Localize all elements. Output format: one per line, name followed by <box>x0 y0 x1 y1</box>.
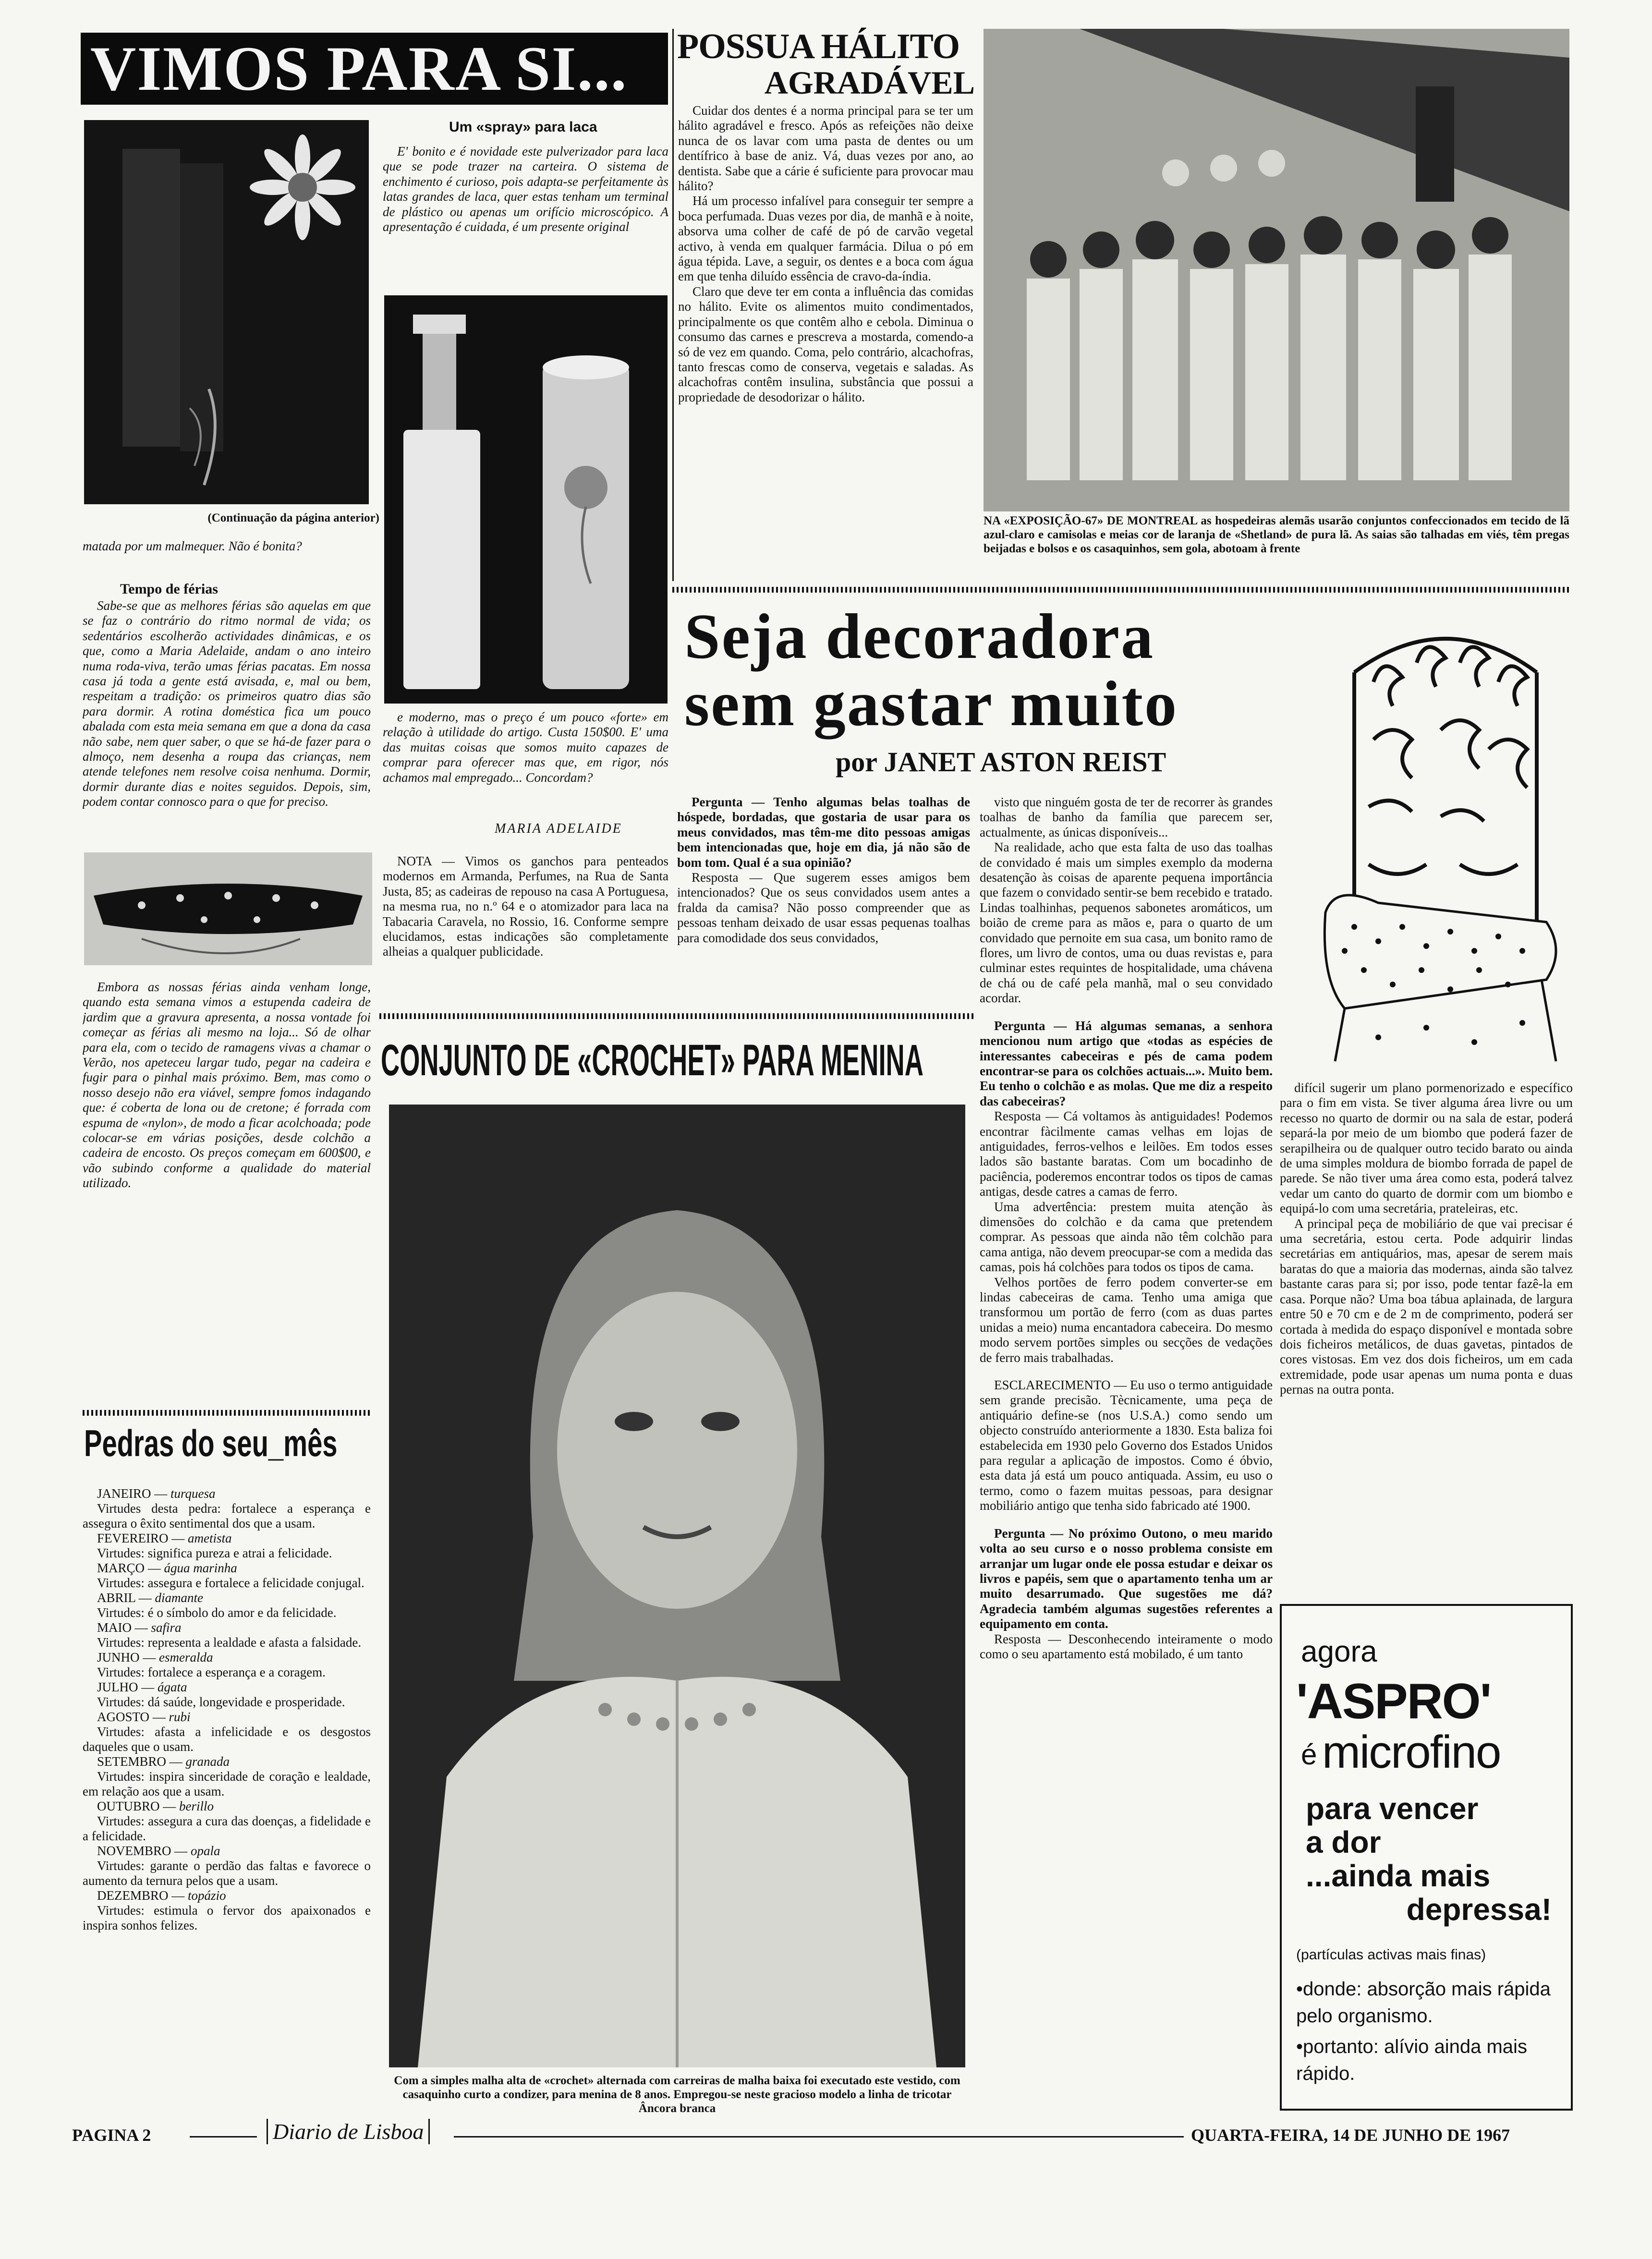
month-name: MARÇO <box>97 1561 145 1575</box>
expo-caption-text: as hospedeiras alemãs usarão conjuntos confeccionados em tecido de lã azul-claro e camisolas e meias cor de laranja de «Shetland» de pura lã. As saias são talhadas em viés, têm pregas beijadas e bolsos e os casaquinhos, sem gola, abotoam à frente <box>984 514 1569 555</box>
month-text: Virtudes: assegura a cura das doenças, a fidelidade e a felicidade. <box>83 1814 371 1843</box>
nota-text <box>383 854 668 998</box>
aspro-bullet-2: •portanto: alívio ainda mais rápido. <box>1296 2036 1527 2084</box>
month-text: Virtudes: significa pureza e atrai a felicidade. <box>97 1546 332 1560</box>
spray-paragraph: E' bonito e é novidade este pulverizador para laca que se pode trazer na carteira. O sistema de enchimento é curioso, pois adapta-se perfeitamente às latas grandes de laca, quer estas tenham um terminal de plástico ou apenas um orifício microscópico. A apresentação é cuidada, é um presente original <box>383 144 668 234</box>
spray-text-2 <box>383 710 668 811</box>
pedras-list <box>83 1486 371 2094</box>
pedras-divider <box>83 1410 371 1416</box>
month-name: SETEMBRO <box>97 1754 167 1769</box>
month-stone: água marinha <box>164 1561 237 1575</box>
month-stone: granada <box>185 1754 230 1769</box>
month-text: Virtudes: inspira sinceridade de coração e lealdade, em relação aos que a usam. <box>83 1769 371 1798</box>
crochet-divider <box>379 1013 975 1019</box>
footer-paper: Diario de Lisboa <box>267 2119 430 2144</box>
month-stone: ágata <box>158 1680 187 1694</box>
month-item: JULHO — ágata Virtudes: dá saúde, longevidade e prosperidade. <box>83 1680 371 1710</box>
footer-page: PAGINA 2 <box>72 2125 151 2145</box>
month-stone: ametista <box>188 1531 232 1545</box>
halito-paragraph: Claro que deve ter em conta a influência das comidas no hálito. Evite os alimentos muito condimentados, principalmente os que contêm alho e cebola. Diminua o consumo das carnes e prescreva a mostarda, comendo-a só de vez em quando. Coma, pelo contrário, alcachofras, tanto frescas como de conserva, vegetais e saladas. As alcachofras contêm insulina, substância que possui a propriedade de desodorizar o hálito. <box>678 284 973 404</box>
month-text: Virtudes: dá saúde, longevidade e prosperidade. <box>97 1695 345 1709</box>
ferias-paragraph: Sabe-se que as melhores férias são aquelas em que se faz o contrário do ritmo normal de vida; os sedentários escolherão actividades dinâmicas, e os que, como a Maria Adelaide, andam o ano inteiro numa roda-viva, terão umas férias pacatas. Em nossa casa já toda a gente está avisada, e, mal ou bem, respeitam a tradição: os primeiros quatro dias são para dormir. A rotina doméstica fica um pouco abalada com esta meia semana em que a dona da casa não sabe, nem quer saber, o que se há-de fazer para o almoço, nem desenha a roupa das crianças, nem atende telefones nem resolve coisa nenhuma. Dormir, dormir durante dias e noites seguidos. Depois, sim, podem contar connosco para o que for preciso. <box>83 598 371 809</box>
footer-rule-left <box>190 2136 257 2138</box>
month-text: Virtudes: garante o perdão das faltas e favorece o aumento da ternura pelos que a usam. <box>83 1858 371 1888</box>
pedras-title: Pedras do seu_mês <box>84 1422 338 1464</box>
answer-2: Resposta — Cá voltamos às antiguidades! Podemos encontrar fàcilmente camas velhas em lojas de antiguidades, ferros-velhos e leilões. Em todos esses lados são bastante baratas. Com um bocadinho de paciência, poderemos encontrar todos os tipos de camas antigas, desde catres a camas de ferro. <box>980 1109 1273 1199</box>
month-text: Virtudes: estimula o fervor dos apaixonados e inspira sonhos felizes. <box>83 1903 371 1932</box>
month-item: FEVEREIRO — ametista Virtudes: significa pureza e atrai a felicidade. <box>83 1531 371 1561</box>
author-signature: MARIA ADELAIDE <box>495 821 622 836</box>
answer-3-cont: difícil sugerir um plano pormenorizado e específico para o fim em vista. Se tiver alguma área livre ou um recesso no quarto de dormir ou na sala de estar, poderá separá-la por meio de um biombo que poderá fazer de serapilheira ou de qualquer outro tecido barato ou ainda de uma simples moldura de biombo forrada de papel de parede. Se não tiver uma área como esta, poderá talvez vedar um canto do quarto de dormir com um biombo e equipá-lo com uma secretária, prateleiras, etc. <box>1280 1081 1573 1216</box>
month-text: Virtudes desta pedra: fortalece a esperança e assegura o êxito sentimental dos que a usam. <box>83 1501 371 1530</box>
column-rule <box>672 29 674 581</box>
month-name: MAIO <box>97 1620 132 1635</box>
month-item: JUNHO — esmeralda Virtudes: fortalece a esperança e a coragem. <box>83 1650 371 1680</box>
hairpin-illustration <box>84 852 372 965</box>
decoradora-col-1 <box>677 795 970 1011</box>
hostesses-illustration <box>984 29 1569 511</box>
flower-photo <box>84 120 369 504</box>
month-name: ABRIL <box>97 1591 135 1605</box>
month-stone: safira <box>151 1620 182 1635</box>
answer-3-cont-2: A principal peça de mobiliário de que vai precisar é uma secretária, estou certa. Pode adquirir lindas secretárias em antiquários, mas, apesar de serem mais baratas do que a maioria das modernas, ainda são talvez bastante caras para si; por isso, pode tentar fazê-la em casa. Porque não? Uma boa tábua aplainada, de largura entre 50 e 70 cm e de 2 m de comprimento, poderá ser cortada à medida do espaço disponível e montada sobre dois ficheiros metálicos, de duas gavetas, pintados de cores vistosas. Em vez dos dois ficheiros, um em cada extremidade, pode usar apenas um numa ponta e duas pernas na outra ponta. <box>1280 1216 1573 1397</box>
month-name: JULHO <box>97 1680 138 1694</box>
section-divider <box>672 587 1570 593</box>
decoradora-col-3 <box>1280 1081 1573 1585</box>
month-stone: turquesa <box>170 1486 216 1501</box>
aspro-line-2: a dor <box>1306 1825 1381 1859</box>
answer-2-cont-2: Velhos portões de ferro podem converter-se em lindas cabeceiras de cama. Tenho uma amiga que transformou um portão de ferro (com as duas partes unidas a meio) numa encantadora cabeceira. Do mesmo modo servem portões simples ou secções de vedações de ferro mais trabalhadas. <box>980 1275 1273 1365</box>
month-name: DEZEMBRO <box>97 1888 169 1903</box>
month-text: Virtudes: afasta a infelicidade e os desgostos daqueles que o usam. <box>83 1725 371 1754</box>
answer-3: Resposta — Desconhecendo inteiramente o modo como o seu apartamento está mobilado, é um tanto <box>980 1631 1273 1661</box>
month-text: Virtudes: assegura e fortalece a felicidade conjugal. <box>97 1576 364 1590</box>
month-item: ABRIL — diamante Virtudes: é o símbolo do amor e da felicidade. <box>83 1591 371 1620</box>
girl-illustration <box>389 1105 965 2067</box>
question-1: Pergunta — Tenho algumas belas toalhas de hóspede, bordadas, que gostaria de usar para os meus convidados, mas têm-me dito pessoas amigas bem intencionadas que, hoje em dia, já não são de bom tom. Qual é a sua opinião? <box>677 795 970 870</box>
crochet-title: CONJUNTO DE «CROCHET» PARA MENINA <box>381 1036 923 1085</box>
month-stone: berillo <box>179 1799 214 1813</box>
month-stone: opala <box>191 1844 220 1858</box>
aspro-advert <box>1280 1604 1573 2111</box>
month-name: OUTUBRO <box>97 1799 160 1813</box>
month-item: JANEIRO — turquesa Virtudes desta pedra: fortalece a esperança e assegura o êxito sentimental dos que a usam. <box>83 1486 371 1530</box>
aspro-bullet-1: •donde: absorção mais rápida pelo organismo. <box>1296 1979 1551 2027</box>
aspro-micro: microfino <box>1322 1726 1501 1778</box>
footer-rule-right <box>454 2136 1184 2138</box>
month-item: MAIO — safira Virtudes: representa a lealdade e afasta a falsidade. <box>83 1620 371 1650</box>
month-item: AGOSTO — rubi Virtudes: afasta a infelicidade e os desgostos daqueles que o usam. <box>83 1710 371 1754</box>
vimos-title-block <box>81 33 668 105</box>
month-name: FEVEREIRO <box>97 1531 169 1545</box>
ferias-text-2 <box>83 980 371 1400</box>
footer-date: QUARTA-FEIRA, 14 DE JUNHO DE 1967 <box>1191 2125 1510 2145</box>
spray-bottle-illustration <box>384 295 668 704</box>
month-stone: rubi <box>169 1710 191 1724</box>
aspro-e: é <box>1301 1738 1317 1771</box>
chair-drawing <box>1316 615 1575 1066</box>
ferias-heading: Tempo de férias <box>120 581 218 597</box>
aspro-brand: 'ASPRO' <box>1296 1674 1491 1729</box>
decoradora-title-2: sem gastar muito <box>684 668 1178 739</box>
question-2: Pergunta — Há algumas semanas, a senhora mencionou num artigo que «todas as espécies de interessantes cabeceiras e pés de cama podem encontrar-se para os colchões actuais...». Muito bem. Eu tenho o colchão e as molas. Que me diz a respeito das cabeceiras? <box>980 1018 1273 1108</box>
month-item: OUTUBRO — berillo Virtudes: assegura a cura das doenças, a fidelidade e a felicidade. <box>83 1799 371 1843</box>
crochet-caption: Com a simples malha alta de «crochet» alternada com carreiras de malha baixa foi executado este vestido, com casaquinho curto a condizer, para menina de 8 anos. Empregou-se neste gracioso modelo a linha de tricotar Âncora branca <box>394 2074 960 2115</box>
month-item: MARÇO — água marinha Virtudes: assegura e fortalece a felicidade conjugal. <box>83 1561 371 1591</box>
spray-heading: Um «spray» para laca <box>449 119 597 135</box>
halito-paragraph: Cuidar dos dentes é a norma principal para se ter um hálito agradável e fresco. Após as refeições não deixe nunca de os lavar com uma pasta de dentes ou um dentífrico à base de aniz. Vá, duas vezes por ano, ao dentista. Sabe que a cárie é suficiente para provocar mau hálito? <box>678 103 973 194</box>
decoradora-col-2 <box>980 795 1273 2111</box>
month-name: JUNHO <box>97 1650 140 1664</box>
vimos-title: VIMOS PARA SI... <box>90 33 628 104</box>
ferias-text <box>83 598 371 841</box>
month-item: SETEMBRO — granada Virtudes: inspira sinceridade de coração e lealdade, em relação aos que a usam. <box>83 1754 371 1798</box>
aspro-line-1: para vencer <box>1306 1791 1479 1826</box>
aspro-line-4: depressa! <box>1406 1892 1552 1927</box>
month-name: JANEIRO <box>97 1486 151 1501</box>
month-stone: diamante <box>155 1591 203 1605</box>
daisy-illustration <box>84 120 369 504</box>
decoradora-byline: por JANET ASTON REIST <box>836 746 1166 777</box>
month-item: NOVEMBRO — opala Virtudes: garante o perdão das faltas e favorece o aumento da ternura pelos que a usam. <box>83 1844 371 1888</box>
aspro-agora: agora <box>1301 1635 1377 1668</box>
spray-paragraph-2: e moderno, mas o preço é um pouco «forte» em relação à utilidade do artigo. Custa 150$00. E' uma das muitas coisas que somos muito capazes de comprar para oferecer mas que, em rigor, nós achamos mal empregado... Concordam? <box>383 710 668 785</box>
halito-paragraph: Há um processo infalível para conseguir ter sempre a boca perfumada. Duas vezes por dia, de manhã e à noite, absorva uma colher de café de pó de carvão vegetal activo, à venda em qualquer farmácia. Dilua o pó em água tépida. Lave, a seguir, os dentes e a boca com água em que tenha diluído essência de cravo-da-índia. <box>678 194 973 284</box>
month-name: NOVEMBRO <box>97 1844 171 1858</box>
answer-1: Resposta — Que sugerem esses amigos bem intencionados? Que os seus convidados usem antes a fralda da camisa? Não posso compreender que as pessoas tenham deixado de usar essas pequenas toalhas para comodidade dos seus convidados, <box>677 870 970 945</box>
expo-caption-lead: NA «EXPOSIÇÃO-67» DE MONTREAL <box>984 514 1197 527</box>
garden-chair-illustration <box>1316 615 1575 1066</box>
decoradora-title-1: Seja decoradora <box>684 601 1155 672</box>
spray-photo <box>384 295 668 704</box>
month-name: AGOSTO <box>97 1710 150 1724</box>
aspro-note: (partículas activas mais finas) <box>1296 1947 1486 1963</box>
answer-2-cont: Uma advertência: prestem muita atenção às dimensões do colchão e da cama que pretendem comprar. As pessoas que ainda não têm colchão para cama antiga, não devem preocupar-se com a medida das camas, pois há colchões para todos os tipos de cama. <box>980 1199 1273 1275</box>
esclarecimento: ESCLARECIMENTO — Eu uso o termo antiguidade sem grande precisão. Tècnicamente, uma peça de antiquário define-se (nos U.S.A.) como sendo um objecto construído anteriormente a 1830. Esta baliza foi estabelecida em 1930 pelo Governo dos Estados Unidos para regular a aplicação de impostos. Como é óbvio, esta data já está um pouco antiquada. Assim, eu uso o termo, como o fazem muitas pessoas, para designar mobiliário antigo que tenha sido fabricado até 1900. <box>980 1378 1273 1513</box>
answer-1-cont: visto que ninguém gosta de ter de recorrer às grandes toalhas de banho da família que parecem ser, actualmente, as únicas disponíveis... <box>980 795 1273 839</box>
expo-hostesses-photo <box>984 29 1569 511</box>
girl-crochet-photo <box>389 1105 965 2067</box>
month-item: DEZEMBRO — topázio Virtudes: estimula o fervor dos apaixonados e inspira sonhos felizes. <box>83 1888 371 1932</box>
month-text: Virtudes: fortalece a esperança e a coragem. <box>97 1665 326 1679</box>
halito-title-1: POSSUA HÁLITO <box>677 27 960 66</box>
nota-paragraph: NOTA — Vimos os ganchos para penteados modernos em Armanda, Perfumes, na Rua de Santa Justa, 85; as cadeiras de repouso na casa A Portuguesa, na mesma rua, no n.º 64 e o atomizador para laca na Tabacaria Caravela, no Rossio, 16. Conforme sempre elucidamos, estas indicações são completamente alheias a qualquer publicidade. <box>383 854 668 959</box>
month-text: Virtudes: representa a lealdade e afasta a falsidade. <box>97 1635 362 1650</box>
continuation-label: (Continuação da página anterior) <box>207 511 379 524</box>
answer-1-cont-2: Na realidade, acho que esta falta de uso das toalhas de convidado é mais um simples exemplo da moderna desatenção às coisas de aparente pequena importância que fazem o convidado sentir-se bem recebido e tratado. Lindas toalhinhas, pequenos sabonetes aromáticos, um boião de creme para as mãos e, para o quarto de um convidado que pernoite em sua casa, um bonito ramo de flores, um livro de contos, uma ou duas revistas e, para culminar estes requintes de hospitalidade, uma chávena de chá ou de café pela manhã, mal o seu convidado acordar. <box>980 840 1273 1006</box>
aspro-line-3: ...ainda mais <box>1306 1858 1491 1893</box>
expo-caption <box>984 514 1569 586</box>
continuation-text: matada por um malmequer. Não é bonita? <box>83 539 302 553</box>
hairpin-photo <box>84 852 372 965</box>
month-stone: topázio <box>188 1888 226 1903</box>
halito-text <box>678 103 973 583</box>
question-3: Pergunta — No próximo Outono, o meu marido volta ao seu curso e o nosso problema consiste em arranjar um lugar onde ele possa estudar e deixar os livros e papéis, sem que o apartamento tenha um ar muito desarrumado. Que sugestões me dá? Agradecia também algumas sugestões referentes a equipamento em conta. <box>980 1526 1273 1631</box>
halito-title-2: AGRADÁVEL <box>764 64 975 101</box>
month-text: Virtudes: é o símbolo do amor e da felicidade. <box>97 1605 337 1620</box>
month-stone: esmeralda <box>159 1650 213 1664</box>
spray-text <box>383 144 668 291</box>
ferias-paragraph-2: Embora as nossas férias ainda venham longe, quando esta semana vimos a estupenda cadeira de jardim que a gravura apresenta, a nossa vontade foi começar as férias ali mesmo na loja... Só de olhar para ela, com o tecido de ramagens vivas a chamar o Verão, nos apeteceu largar tudo, pegar na cadeira e fugir para o pinhal mais próximo. Bem, mas como o nosso desejo não era viável, sempre fomos indagando que: é coberta de lona ou de cretone; é forrada com espuma de «nylon», de modo a ficar acolchoada; pode colocar-se em várias posições, desde colchão a cadeira de encosto. Os preços começam em 600$00, e vão subindo conforme a qualidade do material utilizado. <box>83 980 371 1190</box>
